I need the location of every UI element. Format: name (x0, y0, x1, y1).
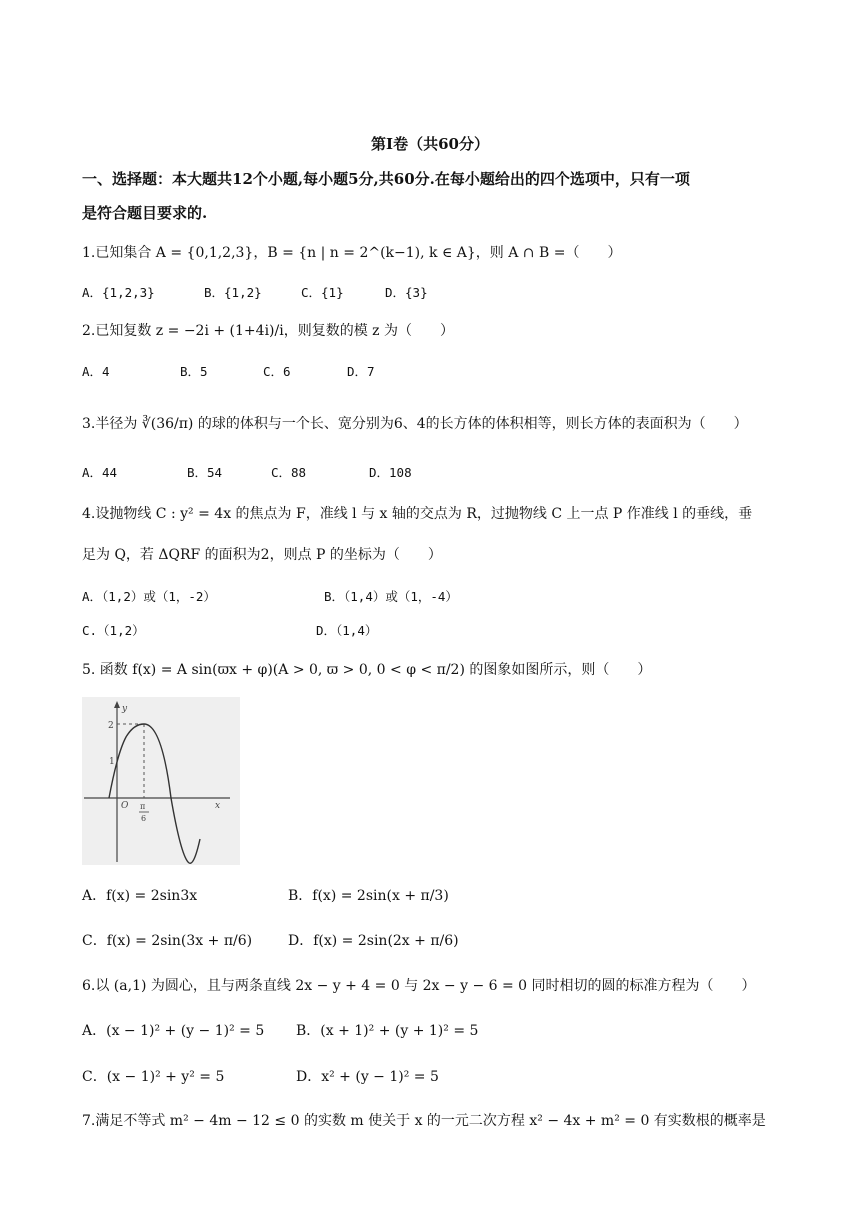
question-2-stem: 2.已知复数 z = −2i + (1+4i)/i，则复数的模 z 为（ ） (82, 323, 454, 339)
question-5-option-a: A．f(x) = 2sin3x (82, 888, 198, 904)
question-7-stem: 7.满足不等式 m² − 4m − 12 ≤ 0 的实数 m 使关于 x 的一元二次方程 x² − 4x + m² = 0 有实数根的概率是 (82, 1113, 766, 1129)
sine-graph-figure (82, 697, 240, 865)
question-3-stem: 3.半径为 ∛(36/π) 的球的体积与一个长、宽分别为6、4的长方体的体积相等，则长方体的表面积为（ ） (82, 416, 748, 432)
question-5-option-b: B．f(x) = 2sin(x + π/3) (288, 888, 449, 904)
question-6-option-a: A．(x − 1)² + (y − 1)² = 5 (82, 1023, 265, 1039)
question-3-option-c: C．88 (271, 465, 307, 480)
question-5-graph (82, 697, 240, 865)
question-2-option-d: D．7 (347, 364, 375, 379)
exam-part-title: 第Ⅰ卷（共60分） (371, 135, 489, 153)
tick-label-six: 6 (141, 814, 147, 823)
section-heading-line-2: 是符合题目要求的. (82, 204, 208, 222)
origin-label: O (121, 801, 129, 811)
question-4-option-a: A．（1,2）或（1，-2） (82, 589, 216, 604)
question-1-option-d: D．{3} (385, 285, 428, 300)
question-4-option-b: B．（1,4）或（1，-4） (324, 589, 458, 604)
question-3-option-a: A．44 (82, 465, 118, 480)
tick-label-two: 2 (108, 721, 114, 731)
question-4-stem-line-2: 足为 Q，若 ΔQRF 的面积为2，则点 P 的坐标为（ ） (82, 547, 442, 563)
question-1-option-a: A．{1,2,3} (82, 285, 155, 300)
tick-label-pi: π (140, 802, 146, 811)
question-2-option-a: A．4 (82, 364, 110, 379)
question-6-option-d: D．x² + (y − 1)² = 5 (296, 1069, 439, 1085)
question-6-option-c: C．(x − 1)² + y² = 5 (82, 1069, 225, 1085)
question-5-option-c: C．f(x) = 2sin(3x + π/6) (82, 933, 253, 949)
question-2-option-c: C．6 (263, 364, 291, 379)
question-6-option-b: B．(x + 1)² + (y + 1)² = 5 (296, 1023, 479, 1039)
question-4-option-d: D．（1,4） (316, 623, 378, 638)
question-4-option-c: C.（1,2） (82, 623, 145, 638)
question-2-option-b: B．5 (180, 364, 208, 379)
question-5-option-d: D．f(x) = 2sin(2x + π/6) (288, 933, 459, 949)
section-heading-line-1: 一、选择题：本大题共12个小题,每小题5分,共60分.在每小题给出的四个选项中，只有一项 (82, 170, 690, 188)
question-5-stem: 5. 函数 f(x) = A sin(ϖx + φ)(A > 0, ϖ > 0, 0 < φ < π/2) 的图象如图所示，则（ ） (82, 662, 652, 678)
question-3-option-b: B．54 (187, 465, 223, 480)
question-4-stem-line-1: 4.设抛物线 C : y² = 4x 的焦点为 F，准线 l 与 x 轴的交点为 R，过抛物线 C 上一点 P 作准线 l 的垂线，垂 (82, 506, 753, 522)
question-1-option-b: B．{1,2} (204, 285, 262, 300)
question-1-option-c: C．{1} (301, 285, 344, 300)
tick-label-one: 1 (109, 757, 115, 767)
question-6-stem: 6.以 (a,1) 为圆心，且与两条直线 2x − y + 4 = 0 与 2x − y − 6 = 0 同时相切的圆的标准方程为（ ） (82, 978, 756, 994)
y-axis-label: y (122, 704, 128, 714)
question-1-stem: 1.已知集合 A = {0,1,2,3}，B = {n | n = 2^(k−1), k ∈ A}，则 A ∩ B =（ ） (82, 245, 622, 261)
question-3-option-d: D．108 (369, 465, 412, 480)
graph-background (82, 697, 240, 865)
x-axis-label: x (215, 801, 221, 811)
